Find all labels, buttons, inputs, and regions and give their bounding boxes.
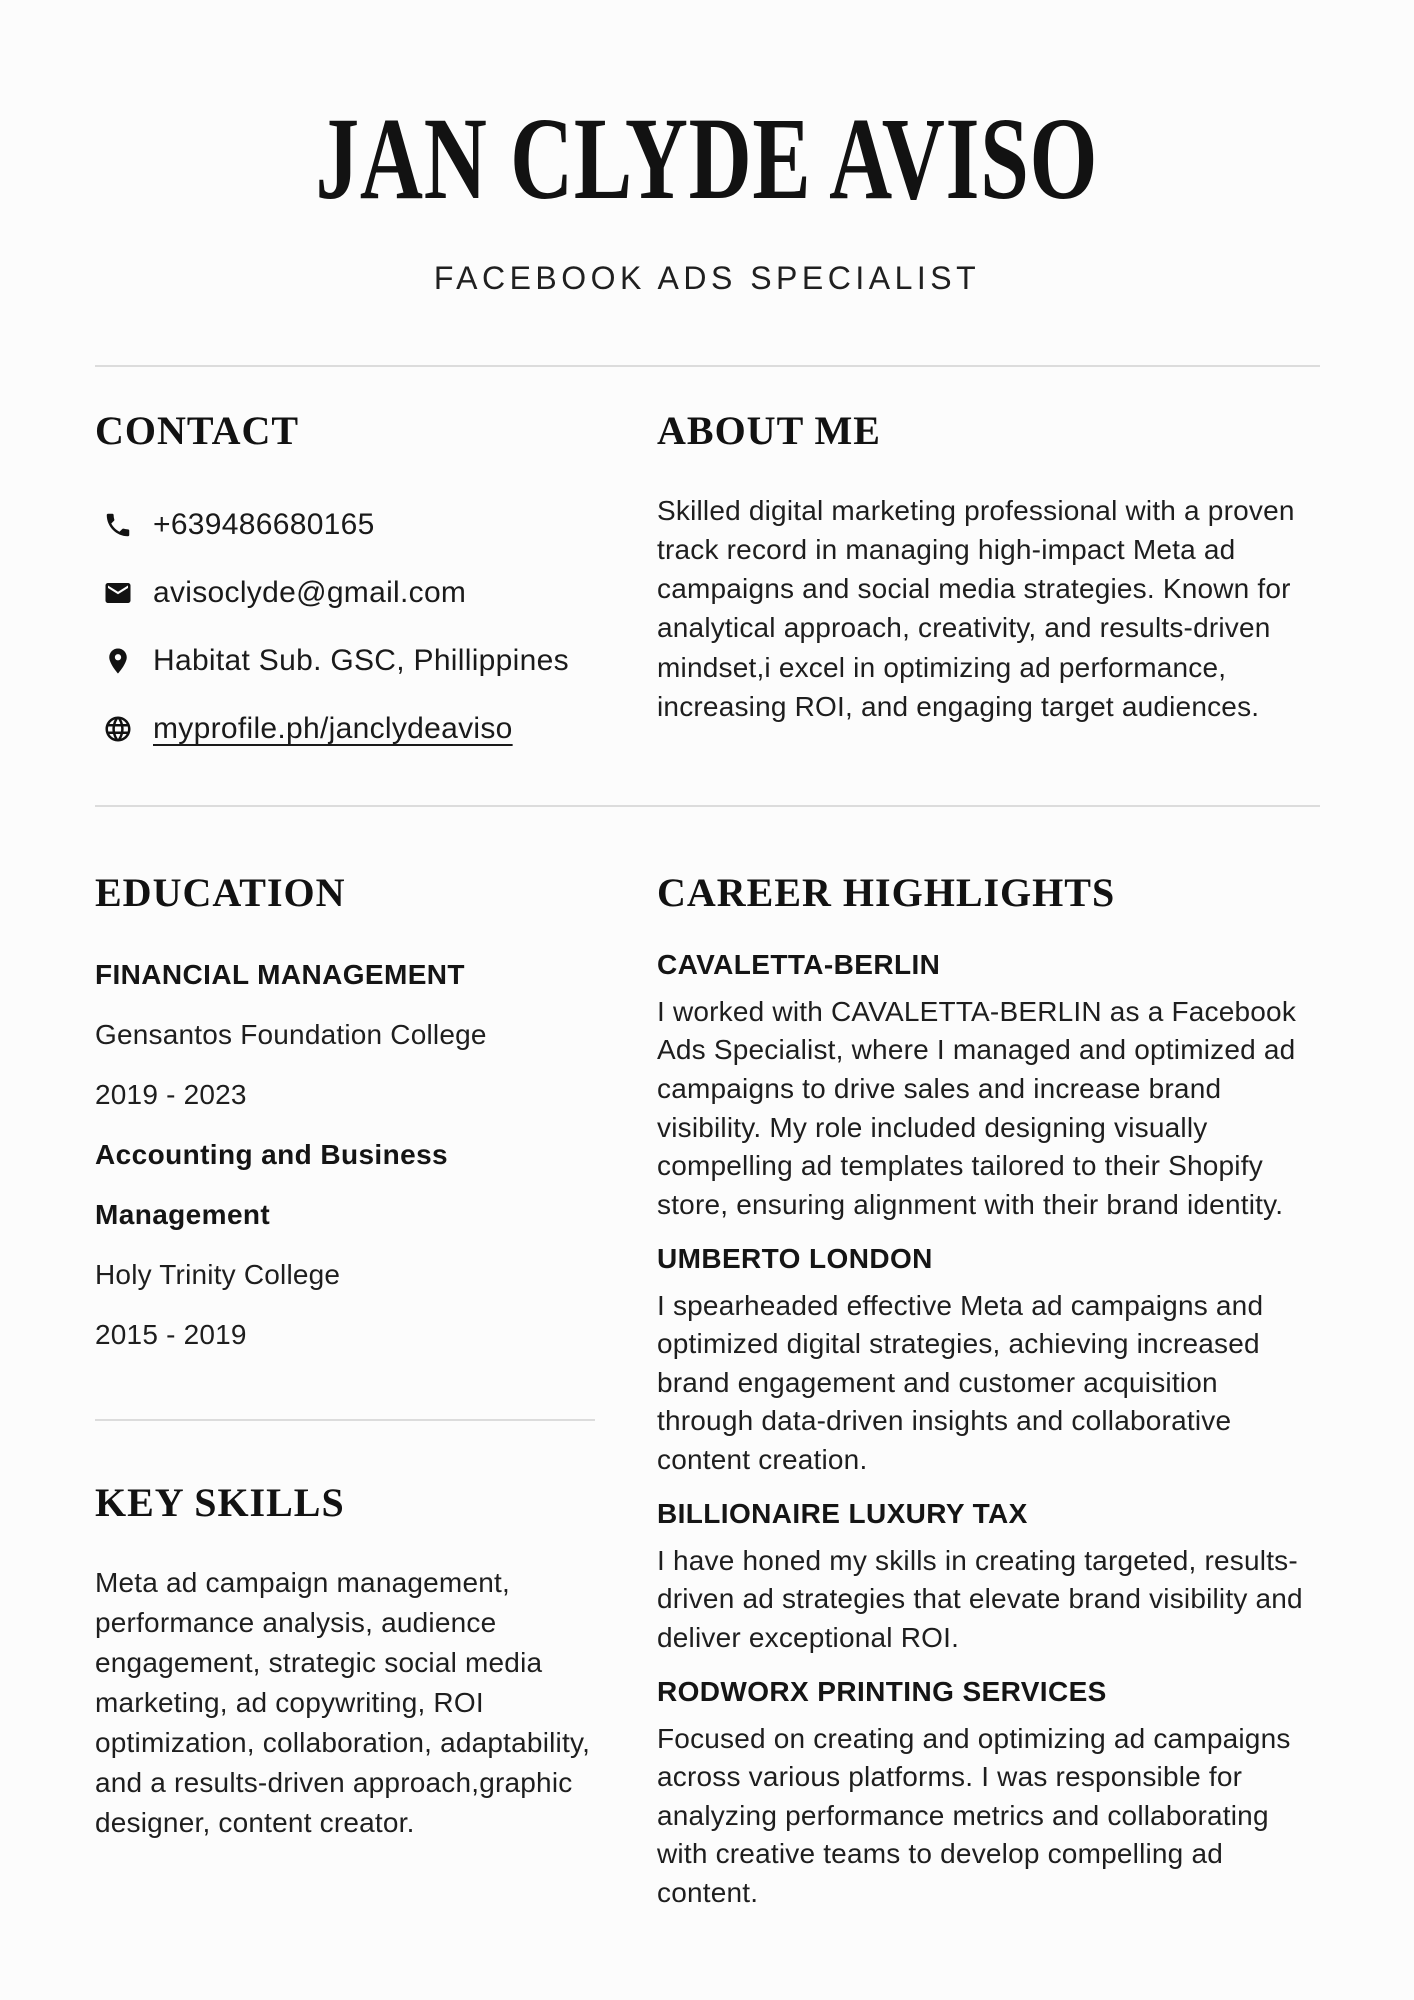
job-title: FACEBOOK ADS SPECIALIST bbox=[433, 260, 981, 296]
career-description: Focused on creating and optimizing ad campaigns across various platforms. I was responsible for analyzing performance metrics and collaborating with creative teams to develop compelling ad content. bbox=[657, 1722, 1291, 1909]
career-company: CAVALETTA-BERLIN bbox=[657, 948, 941, 980]
left-column-divider bbox=[95, 1419, 595, 1421]
left-column bbox=[95, 869, 595, 1913]
career-company: BILLIONAIRE LUXURY TAX bbox=[657, 1497, 1028, 1529]
phone-icon bbox=[103, 510, 133, 540]
education-list bbox=[95, 945, 595, 1365]
location-icon bbox=[103, 646, 133, 676]
contact-item-website bbox=[103, 709, 595, 749]
career-list bbox=[657, 945, 1320, 1913]
career-entry bbox=[657, 1239, 1320, 1480]
education-degree: Accounting and Business Management bbox=[95, 1138, 449, 1230]
contact-about-row bbox=[0, 367, 1414, 805]
contact-section bbox=[95, 407, 595, 805]
career-entry bbox=[657, 1672, 1320, 1913]
about-text: Skilled digital marketing professional with a proven track record in managing high-impact Meta ad campaigns and social media strategies. Known for analytical approach, creativity, and results-driven mindset,i excel in optimizing ad performance, increasing ROI, and engaging target audiences. bbox=[657, 494, 1295, 722]
contact-item-phone bbox=[103, 505, 595, 545]
career-company: RODWORX PRINTING SERVICES bbox=[657, 1675, 1107, 1707]
education-years: 2019 - 2023 bbox=[95, 1078, 247, 1110]
career-entry bbox=[657, 945, 1320, 1225]
phone-number: +639486680165 bbox=[153, 507, 375, 541]
resume-header bbox=[0, 0, 1414, 297]
key-skills-text: Meta ad campaign management, performance analysis, audience engagement, strategic social media marketing, ad copywriting, ROI optimization, collaboration, adaptability, and a results-driven approach,graphic designer, content creator. bbox=[95, 1566, 591, 1838]
about-heading: ABOUT ME bbox=[657, 407, 881, 453]
website-link[interactable]: myprofile.ph/janclydeaviso bbox=[153, 711, 513, 745]
career-description: I have honed my skills in creating targeted, results-driven ad strategies that elevate brand visibility and deliver exceptional ROI. bbox=[657, 1544, 1303, 1653]
career-section bbox=[657, 869, 1320, 1913]
person-name-text: JAN CLYDE AVISO bbox=[315, 93, 1099, 224]
globe-icon bbox=[103, 714, 133, 744]
email-address: avisoclyde@gmail.com bbox=[153, 575, 467, 609]
contact-item-location bbox=[103, 641, 595, 681]
career-entry bbox=[657, 1494, 1320, 1658]
career-company: UMBERTO LONDON bbox=[657, 1242, 933, 1274]
location-text: Habitat Sub. GSC, Phillippines bbox=[153, 643, 569, 677]
education-career-row bbox=[0, 807, 1414, 1913]
education-heading: EDUCATION bbox=[95, 869, 346, 915]
education-degree: FINANCIAL MANAGEMENT bbox=[95, 958, 465, 990]
career-description: I worked with CAVALETTA-BERLIN as a Facebook Ads Specialist, where I managed and optimized ad campaigns to drive sales and increase brand visibility. My role included designing visually compelling ad templates tailored to their Shopify store, ensuring alignment with their brand identity. bbox=[657, 995, 1297, 1220]
about-section bbox=[657, 407, 1320, 805]
career-description: I spearheaded effective Meta ad campaigns and optimized digital strategies, achieving increased brand engagement and customer acquisition through data-driven insights and collaborative content creation. bbox=[657, 1289, 1264, 1476]
email-icon bbox=[103, 578, 133, 608]
career-heading: CAREER HIGHLIGHTS bbox=[657, 869, 1116, 915]
contact-list bbox=[95, 505, 595, 749]
education-school: Holy Trinity College bbox=[95, 1258, 341, 1290]
key-skills-section bbox=[95, 1479, 595, 1843]
person-name bbox=[0, 93, 1414, 224]
education-section bbox=[95, 869, 595, 1365]
education-school: Gensantos Foundation College bbox=[95, 1018, 487, 1050]
contact-heading: CONTACT bbox=[95, 407, 300, 453]
key-skills-heading: KEY SKILLS bbox=[95, 1479, 345, 1525]
contact-item-email bbox=[103, 573, 595, 613]
education-years: 2015 - 2019 bbox=[95, 1318, 247, 1350]
